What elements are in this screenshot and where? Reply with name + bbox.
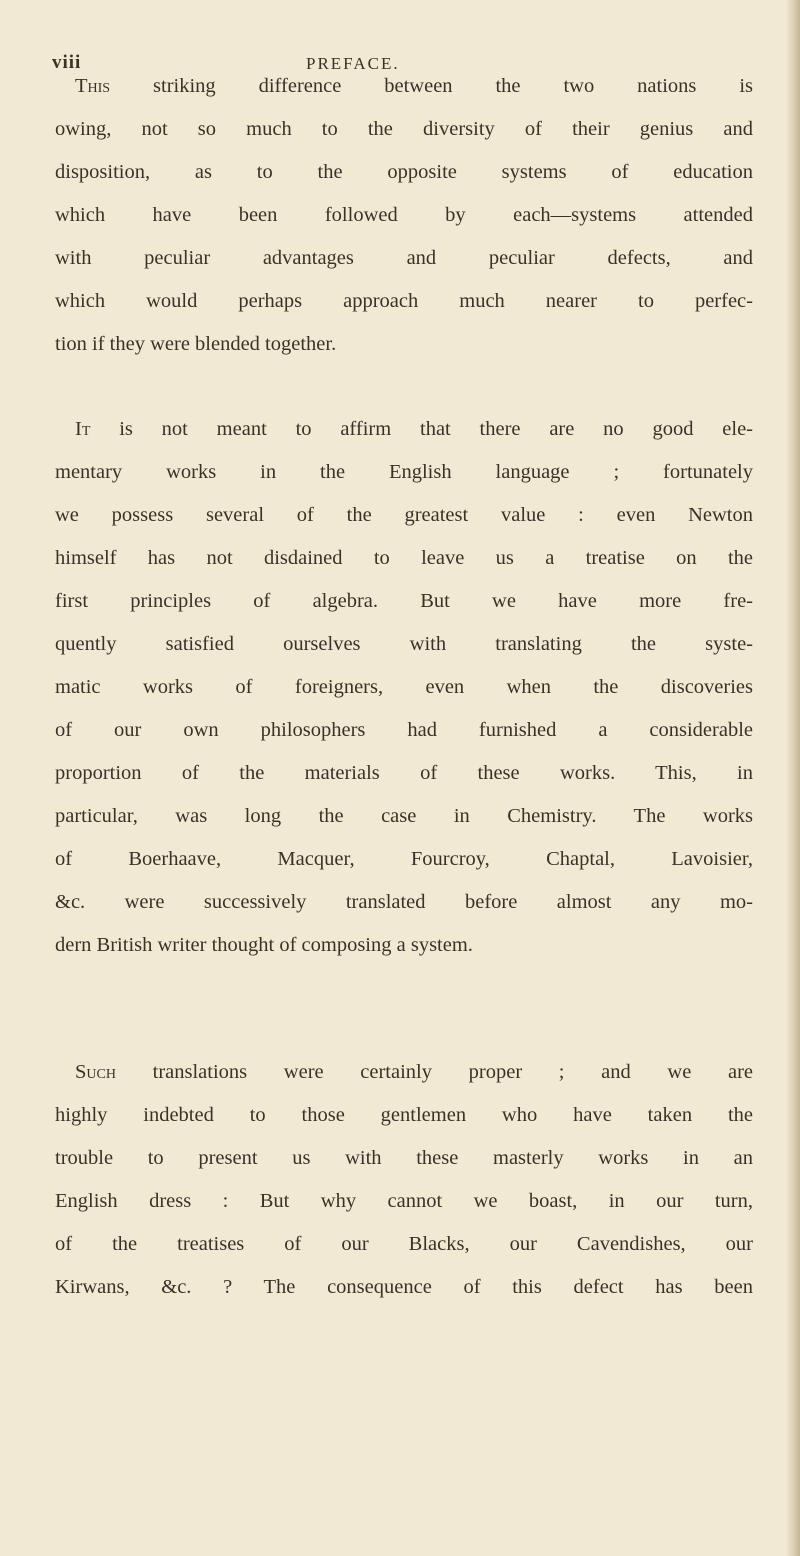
text-line: disposition, as to the opposite systems of education	[55, 161, 753, 183]
text-line: highly indebted to those gentlemen who have taken the	[55, 1104, 753, 1126]
line-text: striking difference between the two nations is	[110, 75, 753, 97]
text-line: Kirwans, &c. ? The consequence of this defect has been	[55, 1276, 753, 1298]
text-line: English dress : But why cannot we boast, in our turn,	[55, 1190, 753, 1212]
lead-word: Such	[75, 1061, 116, 1083]
paragraph-2	[55, 408, 753, 967]
text-line: which would perhaps approach much nearer to perfec-	[55, 290, 753, 312]
text-line: first principles of algebra. But we have more fre-	[55, 590, 753, 612]
text-line: of the treatises of our Blacks, our Cavendishes, our	[55, 1233, 753, 1255]
text-line: with peculiar advantages and peculiar defects, and	[55, 247, 753, 269]
lead-word: It	[75, 418, 91, 440]
text-line: himself has not disdained to leave us a treatise on the	[55, 547, 753, 569]
text-line: of Boerhaave, Macquer, Fourcroy, Chaptal, Lavoisier,	[55, 848, 753, 870]
paragraph-1	[55, 65, 753, 366]
text-line: of our own philosophers had furnished a considerable	[55, 719, 753, 741]
line-text: is not meant to affirm that there are no good ele-	[90, 418, 753, 440]
text-line: trouble to present us with these masterly works in an	[55, 1147, 753, 1169]
text-line: mentary works in the English language ; fortunately	[55, 461, 753, 483]
line-text: translations were certainly proper ; and we are	[115, 1061, 753, 1083]
text-line	[55, 408, 753, 451]
text-line	[55, 65, 753, 108]
page-number: viii	[52, 52, 82, 73]
text-line: &c. were successively translated before almost any mo-	[55, 891, 753, 913]
text-line: we possess several of the greatest value : even Newton	[55, 504, 753, 526]
paragraph-3	[55, 1051, 753, 1309]
text-line: owing, not so much to the diversity of their genius and	[55, 118, 753, 140]
running-title: PREFACE.	[306, 54, 400, 73]
text-line: particular, was long the case in Chemistry. The works	[55, 805, 753, 827]
text-line: quently satisfied ourselves with translating the syste-	[55, 633, 753, 655]
text-line: matic works of foreigners, even when the discoveries	[55, 676, 753, 698]
text-line	[55, 1051, 753, 1094]
text-line: tion if they were blended together.	[55, 333, 337, 355]
lead-word: This	[75, 75, 111, 97]
text-line: which have been followed by each—systems attended	[55, 204, 753, 226]
page-edge-shadow	[786, 0, 800, 1556]
text-line: proportion of the materials of these works. This, in	[55, 762, 753, 784]
text-line: dern British writer thought of composing a system.	[55, 934, 473, 956]
